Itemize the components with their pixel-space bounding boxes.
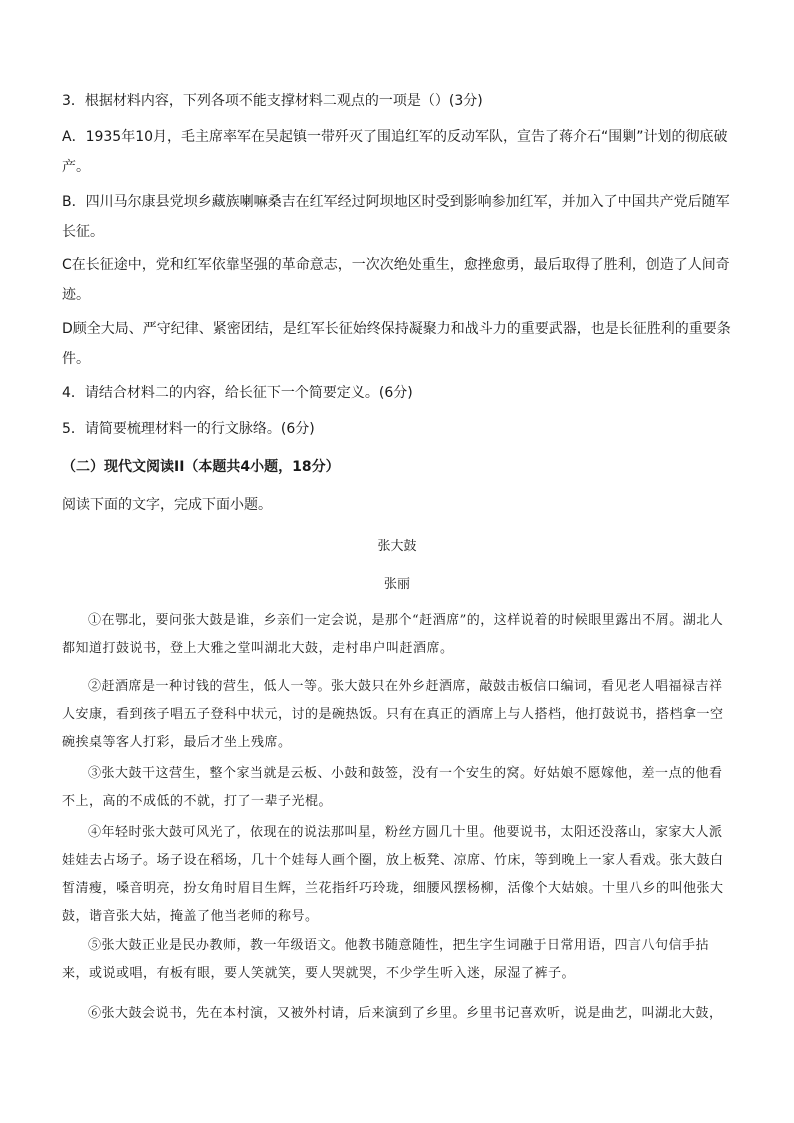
option-b: B．四川马尔康县党坝乡藏族喇嘛桑吉在红军经过阿坝地区时受到影响参加红军，并加入了中国共产党后随军长征。: [62, 194, 730, 240]
article-paragraph-2: ②赶酒席是一种讨钱的营生，低人一等。张大鼓只在外乡赶酒席，敲鼓击板信口编词，看见老人唱福禄吉祥人安康，看到孩子唱五子登科中状元，讨的是碗热饭。只有在真正的酒席上与人搭档，他打鼓说书，搭档拿一空碗挨桌等客人打彩，最后才坐上残席。: [62, 679, 724, 750]
article-title: 张大鼓: [377, 539, 417, 554]
article-paragraph-3: ③张大鼓干这营生，整个家当就是云板、小鼓和鼓签，没有一个安生的窝。好姑娘不愿嫁他，差一点的他看不上，高的不成低的不就，打了一辈子光棍。: [62, 766, 723, 809]
option-c: C在长征途中，党和红军依靠坚强的革命意志，一次次绝处重生，愈挫愈勇，最后取得了胜利，创造了人间奇迹。: [62, 257, 730, 303]
option-a: A．1935年10月，毛主席率军在吴起镇一带歼灭了围追红军的反动军队，宣告了蒋介石“围剿”计划的彻底破产。: [62, 129, 728, 175]
section-title: （二）现代文阅读II（本题共4小题，18分）: [62, 459, 340, 475]
option-d: D顾全大局、严守纪律、紧密团结，是红军长征始终保持凝聚力和战斗力的重要武器，也是长征胜利的重要条件。: [62, 321, 731, 367]
article-author: 张丽: [383, 577, 410, 592]
question-5: 5．请简要梳理材料一的行文脉络。(6分): [62, 421, 315, 437]
article-paragraph-6: ⑥张大鼓会说书，先在本村演，又被外村请，后来演到了乡里。乡里书记喜欢听，说是曲艺，叫湖北大鼓，: [88, 1006, 723, 1021]
question-3: 3．根据材料内容，下列各项不能支撑材料二观点的一项是（）(3分): [62, 93, 483, 109]
article-paragraph-1: ①在鄂北，要问张大鼓是谁，乡亲们一定会说，是那个“赶酒席”的，这样说着的时候眼里露出不屑。湖北人都知道打鼓说书，登上大雅之堂叫湖北大鼓，走村串户叫赶酒席。: [62, 613, 724, 656]
reading-instruction: 阅读下面的文字，完成下面小题。: [62, 497, 272, 513]
article-paragraph-5: ⑤张大鼓正业是民办教师，教一年级语文。他教书随意随性，把生字生词融于日常用语，四言八句信手拈来，或说或唱，有板有眼，要人笑就笑，要人哭就哭，不少学生听入迷，尿湿了裤子。: [62, 938, 710, 981]
question-4: 4．请结合材料二的内容，给长征下一个简要定义。(6分): [62, 385, 413, 401]
article-paragraph-4: ④年轻时张大鼓可风光了，依现在的说法那叫星，粉丝方圆几十里。他要说书，太阳还没落山，家家大人派娃娃去占场子。场子设在稻场，几十个娃每人画个圈，放上板凳、凉席、竹床，等到晚上一家人看戏。张大鼓白皙清瘦，嗓音明亮，扮女角时眉目生辉，兰花指纤巧玲珑，细腰风摆杨柳，活像个大姑娘。十里八乡的叫他张大鼓，谐音张大姑，掩盖了他当老师的称号。: [62, 825, 724, 924]
